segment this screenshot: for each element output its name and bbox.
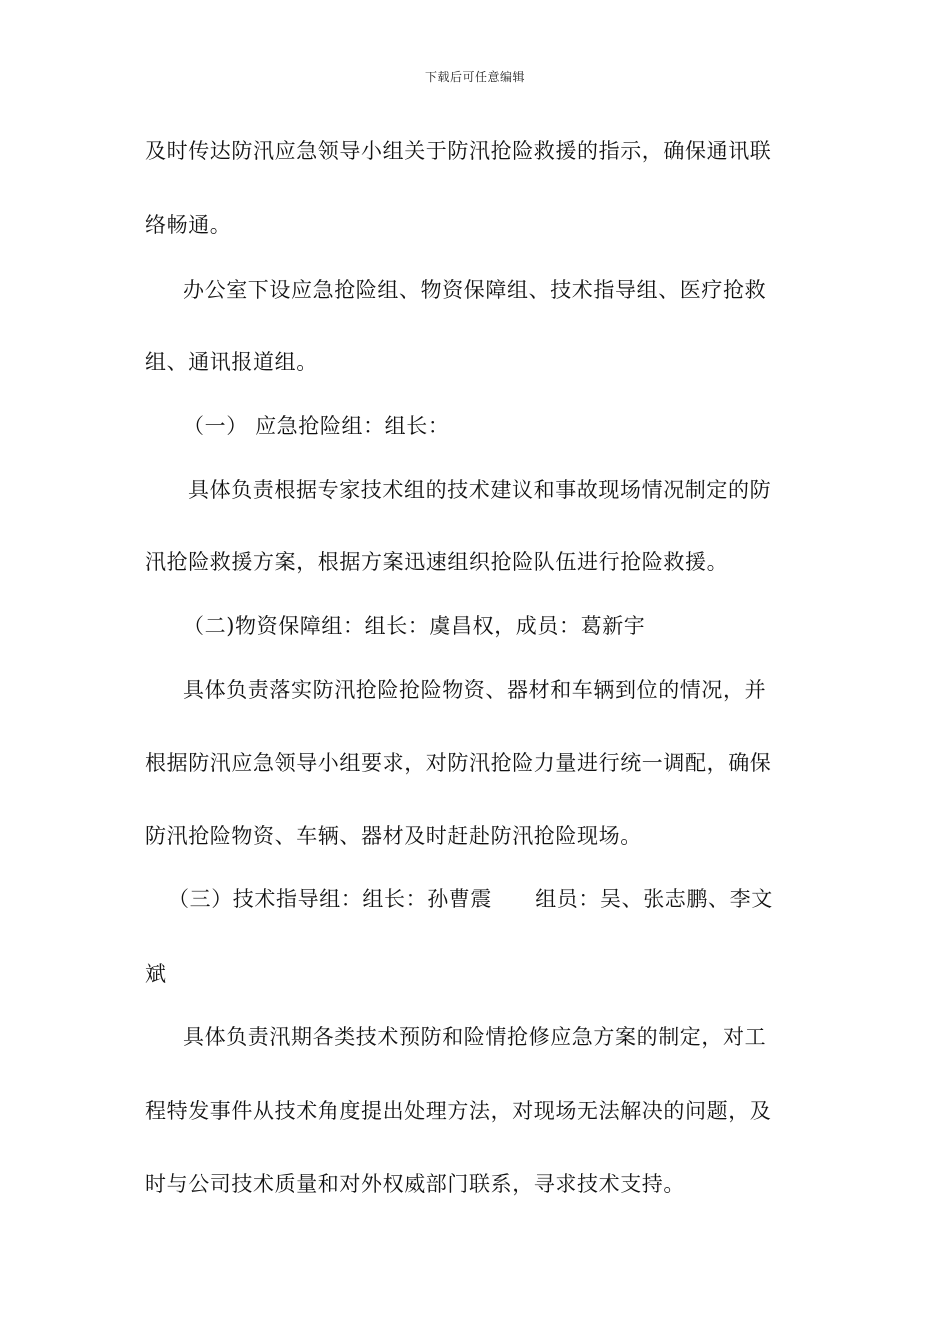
body-line-7: 汛抢险救援方案，根据方案迅速组织抢险队伍进行抢险救援。 bbox=[145, 550, 729, 574]
section-heading-technical: （三）技术指导组：组长：孙曹震 组员：吴、张志鹏、李文 bbox=[168, 887, 773, 911]
body-line-1: 及时传达防汛应急领导小组关于防汛抢险救援的指示，确保通讯联 bbox=[145, 139, 772, 163]
body-line-14: 具体负责汛期各类技术预防和险情抢修应急方案的制定，对工 bbox=[183, 1025, 767, 1049]
body-line-11: 防汛抢险物资、车辆、器材及时赶赴防汛抢险现场。 bbox=[145, 824, 642, 848]
page-header-note: 下载后可任意编辑 bbox=[424, 70, 525, 84]
body-line-4: 组、通讯报道组。 bbox=[145, 350, 318, 374]
body-line-9: 具体负责落实防汛抢险抢险物资、器材和车辆到位的情况，并 bbox=[183, 678, 767, 702]
body-line-16: 时与公司技术质量和对外权威部门联系，寻求技术支持。 bbox=[145, 1172, 685, 1196]
body-line-6: 具体负责根据专家技术组的技术建议和事故现场情况制定的防 bbox=[188, 478, 772, 502]
section-heading-materials: （二)物资保障组：组长：虞昌权，成员：葛新宇 bbox=[183, 614, 646, 638]
body-line-10: 根据防汛应急领导小组要求，对防汛抢险力量进行统一调配，确保 bbox=[145, 751, 772, 775]
body-line-15: 程特发事件从技术角度提出处理方法，对现场无法解决的问题，及 bbox=[145, 1099, 772, 1123]
body-line-2: 络畅通。 bbox=[145, 213, 232, 237]
section-heading-emergency-rescue: （一） 应急抢险组：组长： bbox=[183, 414, 450, 438]
body-line-3: 办公室下设应急抢险组、物资保障组、技术指导组、医疗抢救 bbox=[183, 278, 767, 302]
body-line-13: 斌 bbox=[145, 962, 167, 986]
